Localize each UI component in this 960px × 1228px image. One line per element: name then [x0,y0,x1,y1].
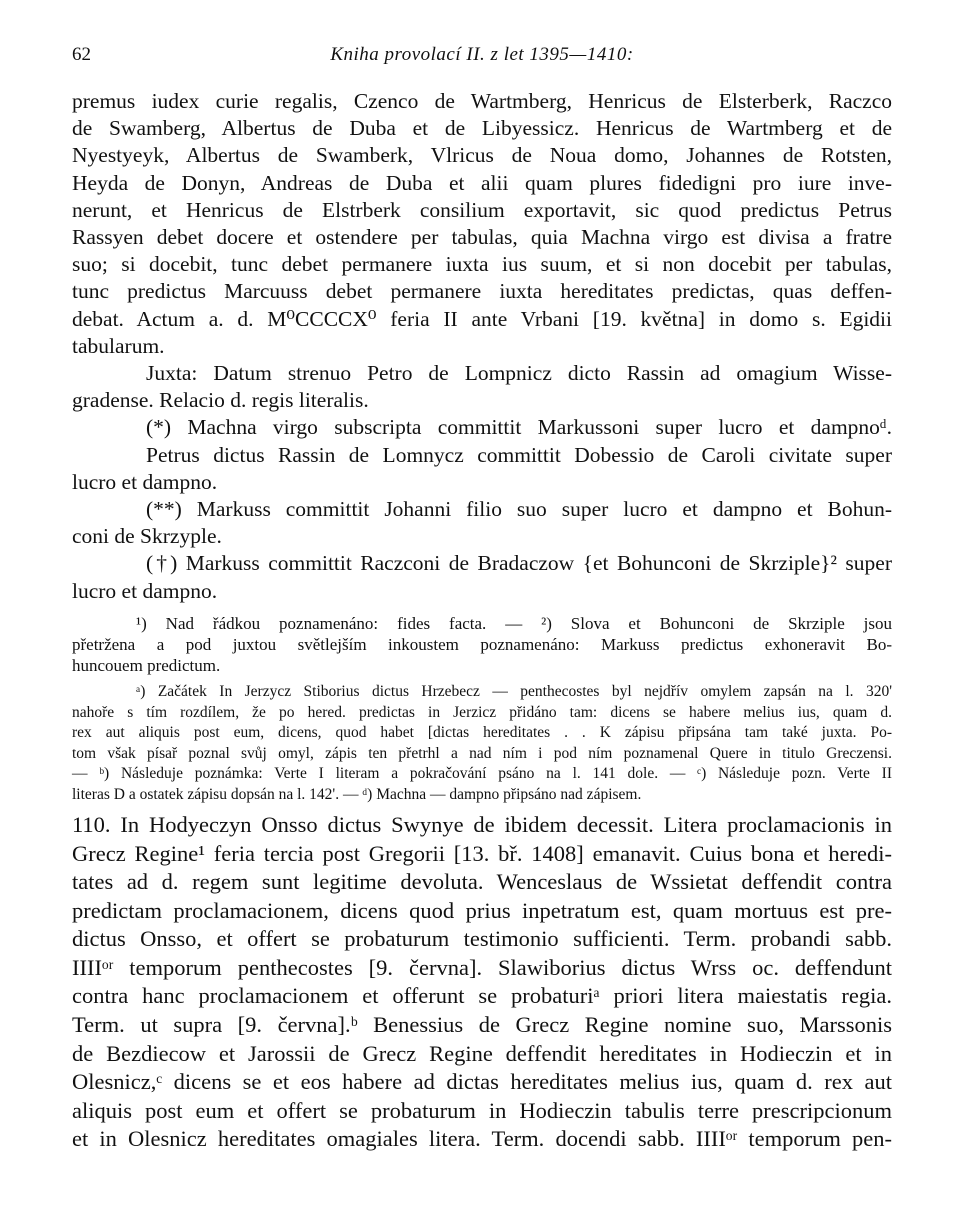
text-line: premus iudex curie regalis, Czenco de Wartmberg, Henricus de Elsterberk, Raczco [72,89,892,113]
text-line: Nyestyeyk, Albertus de Swamberk, Vlricus de Noua domo, Johannes de Rotsten, [72,143,892,168]
text-line: Petrus dictus Rassin de Lomnycz committit Dobessio de Caroli civitate super [146,442,892,467]
text-line: coni de Skrzyple. [72,524,222,549]
text-line: (†) Markuss committit Raczconi de Bradaczow {et Bohunconi de Skrziple}² super [146,551,892,576]
footnote-line: rex aut aliquis post eum, dicens, quod habet [dictas hereditates . . K zápisu připsána tam také juxta. Po- [72,724,892,742]
text-line: lucro et dampno. [72,578,218,603]
text-line: Grecz Regine¹ feria tercia post Gregorii [13. bř. 1408] emanavit. Cuius bona et heredi- [72,840,892,866]
text-line: de Bezdiecow et Jarossii de Grecz Regine deffendit hereditates in Hodieczin et in [72,1040,892,1066]
footnote-line: ¹) Nad řádkou poznamenáno: fides facta. — ²) Slova et Bohunconi de Skrziple jsou [136,613,892,633]
text-line: tunc predictus Marcuuss debet permanere iuxta hereditates predictas, quas deffen- [72,279,892,304]
running-title: Kniha provolací II. z let 1395—1410: [330,44,634,65]
text-line: nerunt, et Henricus de Elstrberk consilium exportavit, sic quod predictus Petrus [72,197,892,222]
main-text-block [72,88,892,360]
text-line: (**) Markuss committit Johanni filio suo super lucro et dampno et Bohun- [146,497,892,522]
page-number: 62 [72,44,91,65]
text-line: dictus Onsso, et offert se probaturum testimonio sufficienti. Term. probandi sabb. [72,926,892,952]
juxta-paragraph [72,360,892,414]
text-line: (*) Machna virgo subscripta committit Markussoni super lucro et dampnoᵈ. [146,415,892,440]
text-line: de Swamberg, Albertus de Duba et de Libyessicz. Henricus de Wartmberg et de [72,116,892,141]
text-line: aliquis post eum et offert se probaturum in Hodieczin tabulis terre prescripcionum [72,1097,892,1123]
page-header [72,44,892,78]
footnote-line: přetržena a pod juxtou světlejším inkoustem poznamenáno: Markuss predictus exhoneravit Bo- [72,635,892,655]
notes-paragraphs [72,414,892,604]
footnotes-numbered [72,613,892,677]
text-line: tates ad d. regem sunt legitime devoluta. Wenceslaus de Wssietat deffendit contra [72,869,892,895]
text-line: Rassyen debet docere et ostendere per tabulas, quia Machna virgo est divisa a fratre [72,225,892,250]
text-line: IIIIᵒʳ temporum penthecostes [9. června]. Slawiborius dictus Wrss oc. deffendunt [72,954,892,980]
footnote-line: tom však písař poznal svůj omyl, zápis ten přetrhl a nad ním i pod ním poznamenal Quere in titulo Greczensi. [72,744,892,762]
text-line: gradense. Relacio d. regis literalis. [72,388,369,413]
footnote-line: — ᵇ) Následuje poznámka: Verte I literam a pokračování psáno na l. 141 dole. — ᶜ) Následuje pozn. Verte II [72,765,892,783]
text-line: lucro et dampno. [72,469,218,494]
text-line: debat. Actum a. d. M⁰CCCCX⁰ feria II ante Vrbani [19. května] in domo s. Egidii [72,306,892,331]
text-line: Term. ut supra [9. června].ᵇ Benessius de Grecz Regine nomine suo, Marssonis [72,1012,892,1038]
text-line: Olesnicz,ᶜ dicens se et eos habere ad dictas hereditates melius ius, quam d. rex aut [72,1069,892,1095]
entry-110 [72,811,892,1154]
footnote-line: nahoře s tím rozdílem, že po hered. predictas in Jerzicz přidáno tam: dicens se habere melius ius, quam d. [72,703,892,721]
footnote-line: huncouem predictum. [72,656,221,676]
text-line: Juxta: Datum strenuo Petro de Lompnicz dicto Rassin ad omagium Wisse- [146,361,892,386]
text-line: contra hanc proclamacionem et offerunt se probaturiᵃ priori litera maiestatis regia. [72,983,892,1009]
footnote-line: ᵃ) Začátek In Jerzycz Stiborius dictus Hrzebecz — penthecostes byl nejdřív omylem zapsán na l. 320' [136,683,892,701]
footnote-line: literas D a ostatek zápisu dopsán na l. 142'. — ᵈ) Machna — dampno připsáno nad zápisem. [72,785,642,803]
text-line: predictam proclamacionem, dicens quod prius inpetratum est, quam mortuus est pre- [72,897,892,923]
text-line: 110. In Hodyeczyn Onsso dictus Swynye de ibidem decessit. Litera proclamacionis in [72,811,892,837]
footnotes-lettered [72,682,892,804]
document-page [72,44,892,1154]
text-line: et in Olesnicz hereditates omagiales litera. Term. docendi sabb. IIIIᵒʳ temporum pen- [72,1126,892,1152]
text-line: suo; si docebit, tunc debet permanere iuxta ius suum, et si non docebit per tabulas, [72,252,892,277]
text-line: tabularum. [72,333,165,358]
text-line: Heyda de Donyn, Andreas de Duba et alii quam plures fidedigni pro iure inve- [72,170,892,195]
